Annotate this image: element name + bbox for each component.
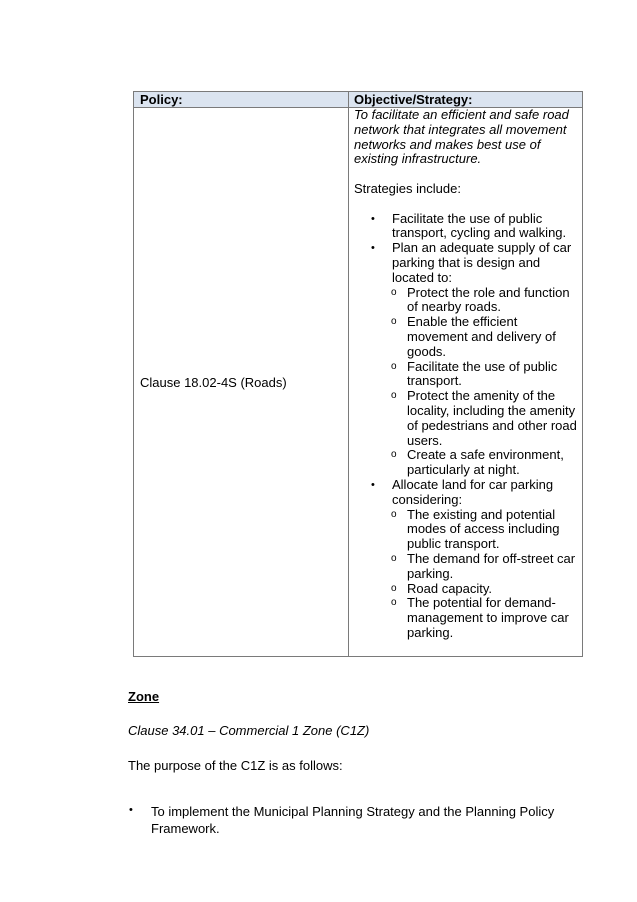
objective-strategy-cell — [354, 108, 580, 641]
sub-strategy-text: The demand for off-street car parking. — [407, 550, 576, 581]
zone-heading: Zone — [128, 689, 160, 704]
sub-strategy-item — [391, 506, 580, 552]
zone-clause: Clause 34.01 – Commercial 1 Zone (C1Z) — [128, 723, 370, 738]
bullet-icon: • — [371, 242, 375, 255]
column-divider — [348, 92, 349, 656]
policy-table — [133, 91, 583, 657]
sub-strategy-text: Protect the amenity of the locality, including the amenity of pedestrians and other road users. — [407, 388, 577, 448]
objective-text: To facilitate an efficient and safe road network that integrates all movement networks and makes best use of existing infrastructure. — [354, 107, 569, 167]
sub-strategy-item — [391, 284, 580, 316]
header-objective-strategy: Objective/Strategy: — [354, 92, 473, 107]
sub-strategy-item — [391, 550, 580, 582]
circle-bullet-icon: o — [391, 582, 397, 594]
sub-strategy-text: Enable the efficient movement and delivery of goods. — [407, 314, 556, 359]
circle-bullet-icon: o — [391, 286, 397, 298]
policy-clause: Clause 18.02-4S (Roads) — [140, 375, 287, 390]
sub-strategy-item — [391, 595, 580, 640]
header-policy: Policy: — [140, 92, 183, 107]
bullet-icon: • — [371, 478, 375, 491]
sub-strategy-list — [392, 508, 580, 641]
circle-bullet-icon: o — [391, 508, 397, 520]
sub-strategy-text: Protect the role and function of nearby roads. — [407, 284, 570, 315]
circle-bullet-icon: o — [391, 597, 397, 609]
strategy-item — [371, 240, 580, 478]
strategy-text: Facilitate the use of public transport, cycling and walking. — [392, 210, 567, 241]
zone-purpose-intro: The purpose of the C1Z is as follows: — [128, 758, 343, 773]
sub-strategy-item — [391, 580, 580, 597]
circle-bullet-icon: o — [391, 316, 397, 328]
strategy-list — [354, 212, 580, 641]
strategies-intro: Strategies include: — [354, 180, 461, 196]
strategy-item — [371, 476, 580, 641]
sub-strategy-item — [391, 314, 580, 359]
strategy-item — [371, 210, 580, 242]
sub-strategy-text: The potential for demand-management to improve car parking. — [407, 595, 569, 640]
sub-strategy-item — [391, 447, 580, 478]
circle-bullet-icon: o — [391, 449, 397, 461]
sub-strategy-item — [391, 388, 580, 448]
circle-bullet-icon: o — [391, 390, 397, 402]
sub-strategy-list — [392, 286, 580, 478]
circle-bullet-icon: o — [391, 360, 397, 372]
zone-purpose-item: To implement the Municipal Planning Strategy and the Planning Policy Framework. — [151, 804, 555, 836]
sub-strategy-text: Facilitate the use of public transport. — [407, 358, 558, 389]
strategy-text: Allocate land for car parking considering: — [392, 476, 554, 507]
strategy-text: Plan an adequate supply of car parking that is design and located to: — [392, 240, 572, 285]
bullet-icon: • — [129, 804, 133, 816]
sub-strategy-text: Create a safe environment, particularly at night. — [407, 447, 564, 478]
sub-strategy-text: The existing and potential modes of access including public transport. — [407, 506, 560, 552]
bullet-icon: • — [371, 212, 375, 225]
sub-strategy-item — [391, 358, 580, 390]
sub-strategy-text: Road capacity. — [407, 580, 493, 596]
circle-bullet-icon: o — [391, 552, 397, 564]
